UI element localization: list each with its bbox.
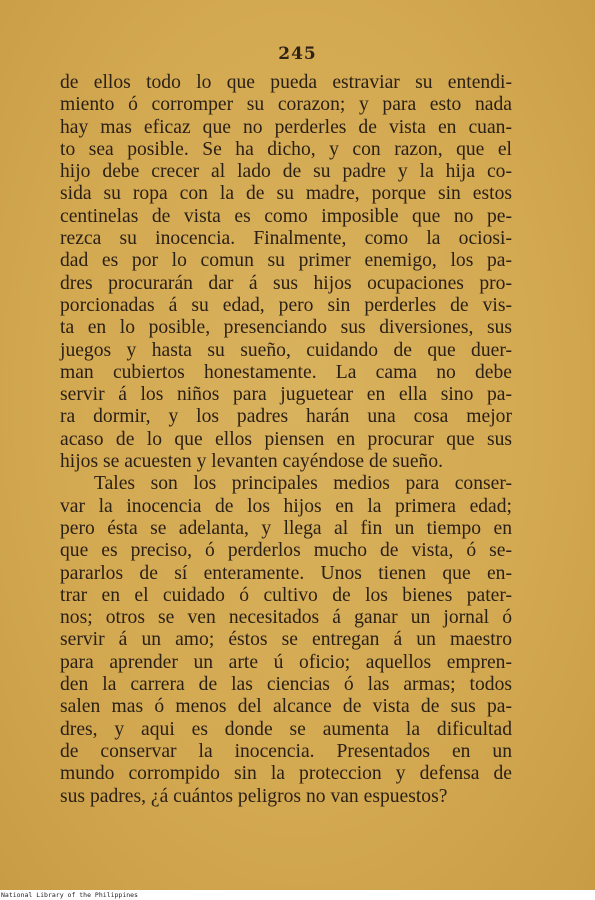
text-line: sus padres, ¿á cuántos peligros no van espuestos?	[60, 785, 448, 807]
text-line: de ellos todo lo que pueda estraviar su entendi-	[60, 72, 512, 93]
text-line: juegos y hasta su sueño, cuidando de que duer-	[60, 339, 512, 361]
text-line: pero ésta se adelanta, y llega al fin un tiempo en	[60, 517, 512, 539]
text-line: salen mas ó menos del alcance de vista de sus pa-	[60, 696, 512, 718]
text-line: man cubiertos honestamente. La cama no debe	[60, 361, 512, 383]
page-number: 245	[278, 44, 317, 64]
text-line: sida su ropa con la de su madre, porque sin estos	[60, 183, 512, 205]
library-watermark: National Library of the Philippines	[0, 891, 595, 900]
text-line: dad es por lo comun su primer enemigo, los pa-	[60, 250, 512, 272]
text-line: hijos se acuesten y levanten cayéndose de sueño.	[60, 451, 444, 473]
text-line: rezca su inocencia. Finalmente, como la ociosi-	[60, 228, 512, 250]
paragraph-1	[60, 72, 512, 473]
text-line: den la carrera de las ciencias ó las armas; todos	[60, 674, 512, 696]
text-line: pararlos de sí enteramente. Unos tienen que en-	[60, 562, 512, 584]
text-line: para aprender un arte ú oficio; aquellos empren-	[60, 651, 512, 673]
text-line: trar en el cuidado ó cultivo de los bienes pater-	[60, 584, 512, 606]
text-line: mundo corrompido sin la proteccion y defensa de	[60, 763, 512, 785]
text-line: dres, y aqui es donde se aumenta la dificultad	[60, 718, 512, 740]
text-line: hay mas eficaz que no perderles de vista en cuan-	[60, 116, 512, 138]
paragraph-2	[60, 473, 512, 807]
text-line: ta en lo posible, presenciando sus diversiones, sus	[60, 317, 512, 339]
text-line: miento ó corromper su corazon; y para esto nada	[60, 94, 512, 116]
text-line: servir á un amo; éstos se entregan á un maestro	[60, 629, 512, 651]
text-line: que es preciso, ó perderlos mucho de vista, ó se-	[60, 540, 512, 562]
text-line: var la inocencia de los hijos en la primera edad;	[60, 495, 512, 517]
text-line: Tales son los principales medios para conser-	[94, 473, 512, 495]
text-line: servir á los niños para juguetear en ella sino pa-	[60, 384, 512, 406]
text-line: acaso de lo que ellos piensen en procurar que sus	[60, 428, 512, 450]
text-line: hijo debe crecer al lado de su padre y la hija co-	[60, 161, 512, 183]
text-line: to sea posible. Se ha dicho, y con razon, que el	[60, 138, 512, 160]
text-line: de conservar la inocencia. Presentados en un	[60, 740, 512, 762]
text-line: nos; otros se ven necesitados á ganar un jornal ó	[60, 607, 512, 629]
text-line: porcionadas á su edad, pero sin perderles de vis-	[60, 294, 512, 316]
text-line: dres procurarán dar á sus hijos ocupaciones pro-	[60, 272, 512, 294]
text-line: ra dormir, y los padres harán una cosa mejor	[60, 406, 512, 428]
text-line: centinelas de vista es como imposible que no pe-	[60, 205, 512, 227]
body-text	[60, 72, 512, 808]
